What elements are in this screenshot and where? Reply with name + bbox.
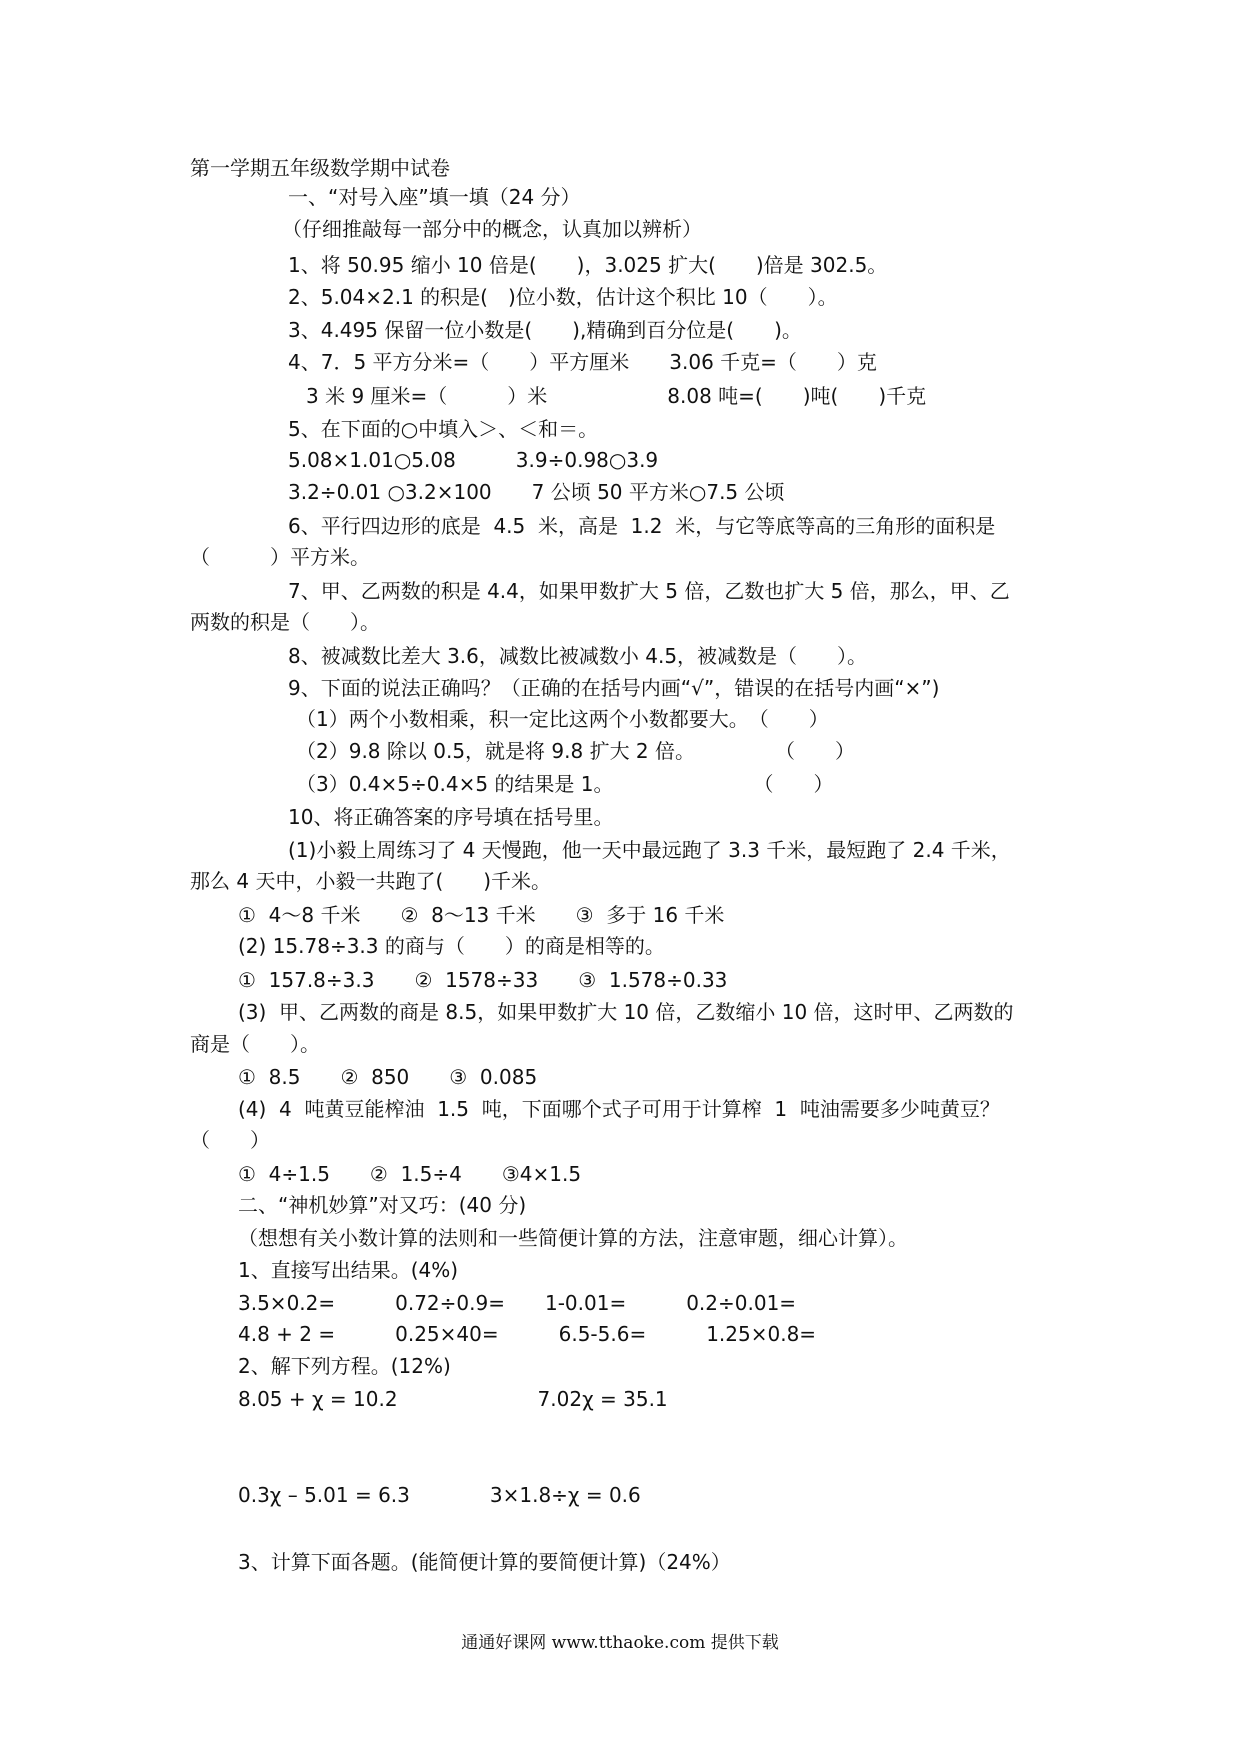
page-title: 第一学期五年级数学期中试卷 xyxy=(190,156,450,180)
question-10-4-line-1: (4) 4 吨黄豆能榨油 1.5 吨，下面哪个式子可用于计算榨 1 吨油需要多少吨黄豆？ xyxy=(238,1097,1000,1121)
equations-row-2: 0.3χ – 5.01 = 6.3 3×1.8÷χ = 0.6 xyxy=(238,1483,641,1507)
question-10-3-line-1: (3) 甲、乙两数的商是 8.5，如果甲数扩大 10 倍，乙数缩小 10 倍，这时甲、乙两数的 xyxy=(238,1000,1014,1024)
question-6-line-1: 6、平行四边形的底是 4.5 米，高是 1.2 米，与它等底等高的三角形的面积是 xyxy=(288,514,996,538)
question-7-line-2: 两数的积是（ ）。 xyxy=(190,610,380,634)
question-10-4-line-2: （ ） xyxy=(190,1128,270,1152)
section-2-part-1: 1、直接写出结果。(4%) xyxy=(238,1258,459,1282)
question-9-item-2: （2）9.8 除以 0.5，就是将 9.8 扩大 2 倍。 （ ） xyxy=(296,739,856,763)
question-1: 1、将 50.95 缩小 10 倍是( )，3.025 扩大( )倍是 302.5。 xyxy=(288,253,888,277)
question-6-line-2: （ ）平方米。 xyxy=(190,545,370,569)
question-10-1-line-2: 那么 4 天中，小毅一共跑了( )千米。 xyxy=(190,869,552,893)
question-10-3-options: ① 8.5 ② 850 ③ 0.085 xyxy=(238,1065,538,1089)
question-7-line-1: 7、甲、乙两数的积是 4.4，如果甲数扩大 5 倍，乙数也扩大 5 倍，那么，甲、乙 xyxy=(288,579,1010,603)
question-10-2-options: ① 157.8÷3.3 ② 1578÷33 ③ 1.578÷0.33 xyxy=(238,968,728,992)
question-5-line-1: 5.08×1.01○5.08 3.9÷0.98○3.9 xyxy=(288,448,659,472)
question-10-1-options: ① 4～8 千米 ② 8～13 千米 ③ 多于 16 千米 xyxy=(238,903,725,927)
equations-row-1: 8.05 + χ = 10.2 7.02χ = 35.1 xyxy=(238,1387,668,1411)
question-2: 2、5.04×2.1 的积是( )位小数，估计这个积比 10（ ）。 xyxy=(288,285,838,309)
question-10: 10、将正确答案的序号填在括号里。 xyxy=(288,805,614,829)
section-1-instruction: （仔细推敲每一部分中的概念，认真加以辨析） xyxy=(282,217,702,241)
section-2-part-1-row-1: 3.5×0.2= 0.72÷0.9= 1-0.01= 0.2÷0.01= xyxy=(238,1291,797,1315)
section-2-heading: 二、“神机妙算”对又巧：(40 分) xyxy=(238,1193,527,1217)
question-10-1-line-1: (1)小毅上周练习了 4 天慢跑，他一天中最远跑了 3.3 千米，最短跑了 2.4 千米， xyxy=(288,838,1011,862)
question-5-line-2: 3.2÷0.01 ○3.2×100 7 公顷 50 平方米○7.5 公顷 xyxy=(288,480,785,504)
question-9: 9、下面的说法正确吗？（正确的在括号内画“√”，错误的在括号内画“×”) xyxy=(288,676,940,700)
section-1-heading: 一、“对号入座”填一填（24 分） xyxy=(288,185,581,209)
section-2-part-2: 2、解下列方程。(12%) xyxy=(238,1354,451,1378)
question-5: 5、在下面的○中填入＞、＜和＝。 xyxy=(288,417,599,441)
section-2-part-1-row-2: 4.8 + 2 = 0.25×40= 6.5-5.6= 1.25×0.8= xyxy=(238,1322,817,1346)
page-footer: 通通好课网 www.tthaoke.com 提供下载 xyxy=(461,1633,779,1653)
question-4-line-2: 3 米 9 厘米=（ ）米 8.08 吨=( )吨( )千克 xyxy=(306,384,927,408)
question-10-4-options: ① 4÷1.5 ② 1.5÷4 ③4×1.5 xyxy=(238,1162,582,1186)
question-4-line-1: 4、7．5 平方分米=（ ）平方厘米 3.06 千克=（ ）克 xyxy=(288,350,877,374)
question-9-item-1: （1）两个小数相乘，积一定比这两个小数都要大。 （ ） xyxy=(296,707,829,731)
section-2-part-3: 3、计算下面各题。(能简便计算的要简便计算)（24%） xyxy=(238,1550,731,1574)
question-10-3-line-2: 商是（ ）。 xyxy=(190,1032,320,1056)
question-10-2: (2) 15.78÷3.3 的商与（ ）的商是相等的。 xyxy=(238,934,665,958)
question-3: 3、4.495 保留一位小数是( ),精确到百分位是( )。 xyxy=(288,318,802,342)
question-9-item-3: （3）0.4×5÷0.4×5 的结果是 1。 （ ） xyxy=(296,772,834,796)
question-8: 8、被减数比差大 3.6，减数比被减数小 4.5，被减数是（ ）。 xyxy=(288,644,868,668)
section-2-instruction: （想想有关小数计算的法则和一些简便计算的方法，注意审题，细心计算）。 xyxy=(238,1226,908,1250)
